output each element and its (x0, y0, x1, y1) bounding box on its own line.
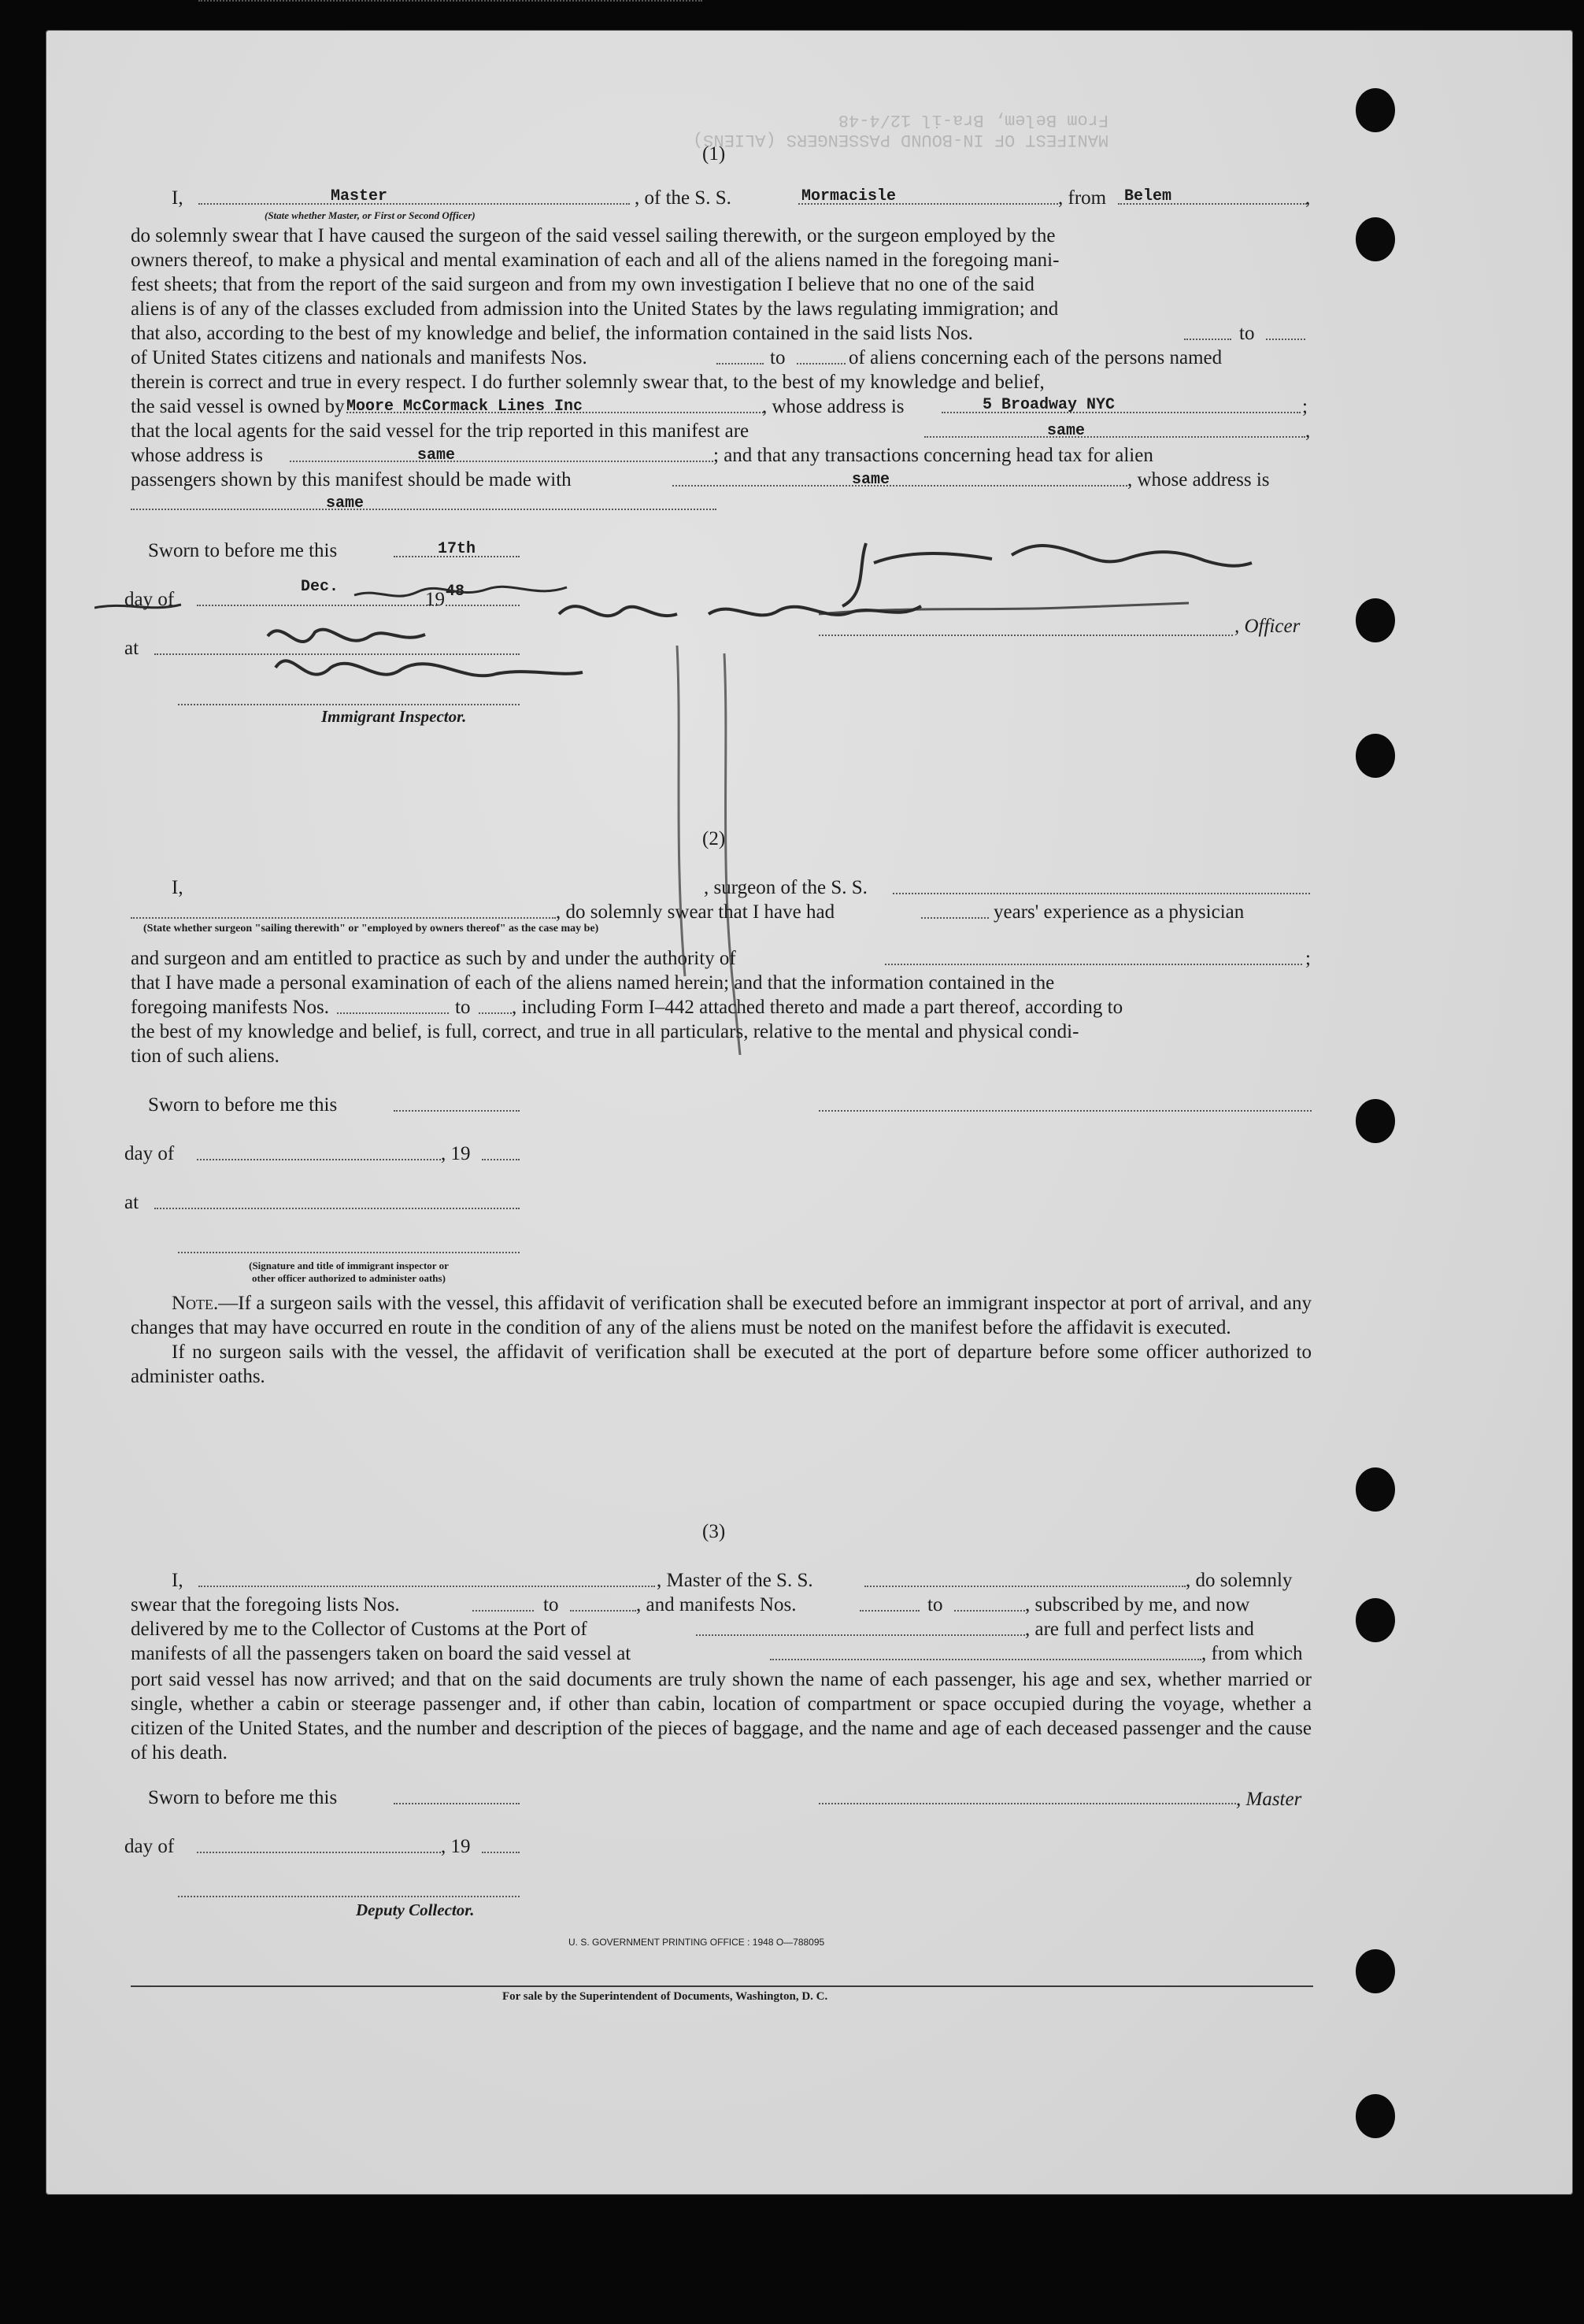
s2-sworn: Sworn to before me this (148, 1094, 338, 1116)
s2-inspector-line (178, 1252, 520, 1253)
manifest-to-line (797, 363, 846, 365)
note-label: Note. (172, 1293, 219, 1314)
s3-do-solemnly: , do solemnly (1186, 1570, 1293, 1591)
head-tax-address-line (131, 509, 716, 510)
s3-list-no-line (472, 1610, 534, 1612)
s2-body3a: foregoing manifests Nos. (131, 997, 330, 1018)
s3-day-of: day of (124, 1836, 175, 1857)
years-line (921, 917, 989, 919)
s3-year-line (482, 1852, 520, 1853)
years-label: years' experience as a physician (994, 901, 1245, 923)
semicolon: ; (1305, 948, 1311, 969)
stamp-line: From Belem, Bra-il 12/4-48 (838, 110, 1109, 130)
of-ss-label: , of the S. S. (635, 187, 731, 209)
s3-port-line (696, 1634, 1025, 1636)
bleed-through-stamp (693, 110, 1108, 150)
ink-scribble (551, 583, 945, 646)
day-of-label: day of (124, 589, 175, 610)
binder-hole (1356, 734, 1395, 778)
title-line (198, 203, 630, 205)
owned-by-label: the said vessel is owned by (131, 396, 345, 417)
s3-sworn-line (394, 1803, 520, 1804)
note-paragraph (131, 1291, 1312, 1389)
s3-sworn: Sworn to before me this (148, 1787, 338, 1808)
agents-address-value: same (417, 446, 456, 464)
s3-l2e: , subscribed by me, and now (1025, 1594, 1250, 1615)
title-hint: (State whether Master, or First or Second Officer) (265, 209, 476, 221)
s3-name-line (198, 1586, 655, 1587)
whose-address-label-2: , whose address is (1127, 469, 1270, 490)
footer-rule (131, 1985, 1313, 1987)
s3-l2a: swear that the foregoing lists Nos. (131, 1594, 400, 1615)
s3-list-to-line (570, 1610, 636, 1612)
binder-hole (1356, 1099, 1395, 1143)
i-label: I, (172, 877, 183, 898)
surgeon-status-line (131, 917, 556, 919)
s2-at-line (154, 1208, 520, 1209)
s3-master-signature-line (819, 1803, 1236, 1804)
owner-line (346, 412, 764, 413)
inspector-label: Immigrant Inspector. (321, 707, 467, 726)
s2-month-line (197, 1159, 441, 1160)
at-label: at (124, 638, 139, 659)
year-prefix: 19 (425, 589, 445, 610)
owner-value: Moore McCormack Lines Inc (346, 398, 583, 416)
stamp-line: MANIFEST OF IN-BOUND PASSENGERS (ALIENS) (693, 130, 1109, 150)
sale-notice: For sale by the Superintendent of Documents, Washington, D. C. (502, 1990, 828, 2003)
binder-hole (1356, 1467, 1395, 1512)
s2-year-line (482, 1159, 520, 1160)
s1-line: aliens is of any of the classes excluded from admission into the United States by the laws regulating immigration; and (131, 298, 1059, 320)
s3-l3b: , are full and perfect lists and (1025, 1619, 1254, 1640)
s2-body3b: to (455, 997, 471, 1018)
surgeon-hint: (State whether surgeon "sailing therewith" or "employed by owners thereof" as the case may be) (143, 923, 599, 934)
s1-line: therein is correct and true in every respect. I do further solemnly swear that, to the best of my knowledge and belief, (131, 372, 1045, 393)
s3-manifest-to-line (954, 1610, 1025, 1612)
from-label: , from (1058, 187, 1107, 209)
vessel-name: Mormacisle (801, 187, 897, 205)
s1-line: fest sheets; that from the report of the said surgeon and from my own investigation I believe that no one of the said (131, 274, 1034, 295)
s2-nineteen: , 19 (441, 1143, 471, 1164)
s3-master-of: , Master of the S. S. (657, 1570, 813, 1591)
binder-hole (1356, 217, 1395, 261)
i-label: I, (172, 187, 183, 209)
passengers-label: passengers shown by this manifest should be made with (131, 469, 572, 490)
port-name: Belem (1124, 187, 1172, 205)
section-3-number: (3) (702, 1521, 726, 1542)
head-tax-label: ; and that any transactions concerning head tax for alien (713, 445, 1153, 466)
authority-line (885, 964, 1302, 965)
s2-body4: the best of my knowledge and belief, is full, correct, and true in all particulars, relative to the mental and physical condi- (131, 1021, 1079, 1042)
s2-sig-hint-1: (Signature and title of immigrant inspector or (249, 1260, 449, 1271)
year-value: 48 (446, 583, 465, 601)
s2-body5: tion of such aliens. (131, 1045, 279, 1067)
semicolon: ; (1302, 396, 1308, 417)
surgeon-of-label: , surgeon of the S. S. (704, 877, 868, 898)
officer-label: , Officer (1234, 616, 1301, 637)
s3-l2c: , and manifests Nos. (636, 1594, 797, 1615)
s3-month-line (197, 1852, 441, 1853)
manifest-no-line (716, 363, 764, 365)
sworn-day-value: 17th (438, 540, 476, 558)
head-tax-party-value: same (852, 471, 890, 489)
comma: , (1305, 187, 1311, 209)
comma: , (1305, 420, 1311, 442)
binder-hole (1356, 88, 1395, 132)
s3-l3a: delivered by me to the Collector of Customs at the Port of (131, 1619, 587, 1640)
s3-l2b: to (543, 1594, 559, 1615)
head-tax-address-value: same (326, 494, 365, 513)
s2-manifest-no-line (337, 1012, 449, 1014)
s3-master-label: , Master (1236, 1789, 1302, 1810)
s2-sig-hint (178, 1260, 520, 1285)
s3-deputy-line (178, 1896, 520, 1897)
s3-manifest-no-line (860, 1610, 920, 1612)
whose-address-label: whose address is (131, 445, 264, 466)
s2-body2: that I have made a personal examination of each of the aliens named herein; and that the information contained in the (131, 972, 1055, 994)
s3-l4a: manifests of all the passengers taken on board the said vessel at (131, 1643, 631, 1664)
section-1-number: (1) (702, 143, 726, 165)
s3-deputy-label: Deputy Collector. (356, 1900, 475, 1919)
do-solemnly-label: , do solemnly swear that I have had (556, 901, 835, 923)
s3-nineteen: , 19 (441, 1836, 471, 1857)
s2-at: at (124, 1192, 139, 1213)
note-text-1: —If a surgeon sails with the vessel, this affidavit of verification shall be executed before an immigrant inspector at port of arrival, and any changes that may have occurred en route in the condition of any of the aliens must be noted on the manifest before the affidavit is executed. (131, 1293, 1312, 1338)
surgeon-name-line (198, 0, 702, 2)
binder-hole (1356, 1949, 1395, 1993)
agents-address-line (290, 461, 713, 462)
title-value: Master (331, 187, 388, 205)
sworn-label: Sworn to before me this (148, 540, 338, 561)
s3-body: port said vessel has now arrived; and that on the said documents are truly shown the name of each passenger, his age and sex, whether married or single, whether a cabin or steerage passenger and, if other than cabin, location of compartment or space occupied during the voyage, whether a citizen of the United States, and the number and description of the pieces of baggage, and the name and age of each deceased passenger and the cause of his death. (131, 1669, 1312, 1763)
to-label: to (1239, 323, 1255, 344)
owner-address-value: 5 Broadway NYC (983, 396, 1116, 414)
month-value: Dec. (301, 578, 339, 596)
s2-body1: and surgeon and am entitled to practice as such by and under the authority of (131, 948, 736, 969)
s2-sig-hint-2: other officer authorized to administer oaths) (252, 1272, 446, 1284)
lists-to-line (1266, 339, 1305, 340)
lists-no-line (1184, 339, 1231, 340)
aliens-concerning: of aliens concerning each of the persons named (849, 347, 1223, 368)
surgeon-vessel-line (893, 893, 1310, 894)
s1-line: owners thereof, to make a physical and mental examination of each and all of the aliens named in the foregoing mani- (131, 250, 1060, 271)
s2-day-of: day of (124, 1143, 175, 1164)
head-tax-party-line (672, 485, 1127, 487)
section-2-number: (2) (702, 828, 726, 849)
s2-sworn-line (394, 1110, 520, 1112)
binder-hole (1356, 2094, 1395, 2138)
s3-l4b: , from which (1201, 1643, 1303, 1664)
s1-line: do solemnly swear that I have caused the surgeon of the said vessel sailing therewith, or the surgeon employed by the (131, 225, 1056, 246)
binder-hole (1356, 598, 1395, 642)
i-label: I, (172, 1570, 183, 1591)
s3-boarding-line (770, 1659, 1201, 1660)
s2-body3c: , including Form I–442 attached thereto and made a part thereof, according to (512, 997, 1123, 1018)
binder-hole (1356, 1598, 1395, 1642)
agents-value: same (1047, 422, 1086, 440)
s2-signature-line (819, 1110, 1312, 1112)
to-label: to (770, 347, 786, 368)
gpo-imprint: U. S. GOVERNMENT PRINTING OFFICE : 1948 O—788095 (568, 1937, 825, 1948)
s1-line: that also, according to the best of my knowledge and belief, the information contained in the said lists Nos. (131, 323, 973, 344)
agents-label: that the local agents for the said vessel for the trip reported in this manifest are (131, 420, 749, 442)
owner-address-label: , whose address is (762, 396, 905, 417)
agents-line (924, 436, 1305, 438)
note-text-2: If no surgeon sails with the vessel, the affidavit of verification shall be executed at the port of departure before some officer authorized to administer oaths. (131, 1341, 1312, 1387)
s2-manifest-to-line (479, 1012, 512, 1014)
s1-line: of United States citizens and nationals and manifests Nos. (131, 347, 587, 368)
s3-vessel-line (864, 1586, 1186, 1587)
s3-l2d: to (927, 1594, 943, 1615)
